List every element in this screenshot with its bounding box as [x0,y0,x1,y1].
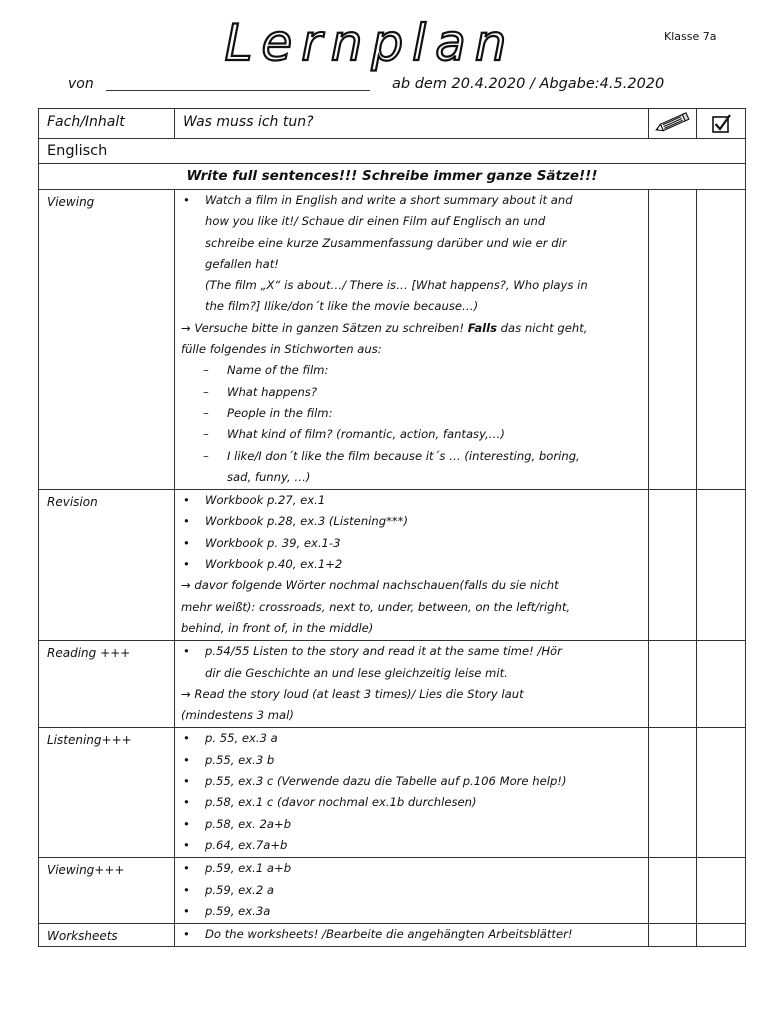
table-row [39,728,746,858]
header-subject: Fach/Inhalt [39,109,175,139]
name-blank-line [106,90,370,91]
subject-cell: Englisch [39,139,746,164]
progress-cell[interactable] [649,641,697,728]
text-line: behind, in front of, in the middle) [181,620,374,635]
header-task: Was muss ich tun? [175,109,649,139]
task-category: Viewing [39,190,175,490]
dash-item: – People in the film: [181,403,642,424]
text-line: (mindestens 3 mal) [181,708,294,723]
dash-item: – What happens? [181,382,642,403]
bullet-item: • p. 55, ex.3 a [181,728,642,749]
progress-cell[interactable] [649,924,697,947]
dash-item: – I like/I don´t like the film because it´s … (interesting, boring, [181,446,642,467]
bullet-continuation: dir die Geschichte an und lese gleichzeitig leise mit. [205,665,508,680]
task-category: Listening+++ [39,728,175,858]
done-check-cell[interactable] [697,924,746,947]
task-description [175,924,649,947]
bullet-item: • p.55, ex.3 c (Verwende dazu die Tabelle auf p.106 More help!) [181,771,642,792]
task-description [175,190,649,490]
header-check-cell [697,109,746,139]
task-description [175,728,649,858]
table-header-row [39,109,746,139]
bullet-item: • p.59, ex.1 a+b [181,858,642,879]
bullet-item: • Do the worksheets! /Bearbeite die angehängten Arbeitsblätter! [181,924,642,945]
bullet-continuation: (The film „X“ is about…/ There is… [What happens?, Who plays in [205,278,588,293]
title-outline-lettering [90,14,650,74]
bullet-item: • p.58, ex.1 c (davor nochmal ex.1b durchlesen) [181,792,642,813]
task-description [175,490,649,641]
table-row [39,490,746,641]
checkbox-checked-icon [710,112,732,134]
bullet-continuation: the film?] Ilike/don´t like the movie because…) [205,299,479,314]
dash-item: – Name of the film: [181,360,642,381]
bullet-item: • Workbook p.27, ex.1 [181,490,642,511]
task-description [175,858,649,924]
bullet-item: • p.58, ex. 2a+b [181,814,642,835]
bullet-item: • Workbook p.40, ex.1+2 [181,554,642,575]
progress-cell[interactable] [649,858,697,924]
pencil-icon [654,112,692,134]
lernplan-table [38,108,746,947]
task-category: Revision [39,490,175,641]
text-line: mehr weißt): crossroads, next to, under, between, on the left/right, [181,599,571,614]
page-title [90,14,650,74]
bullet-item: • p.54/55 Listen to the story and read it at the same time! /Hör [181,641,642,662]
text-line: → davor folgende Wörter nochmal nachschauen(falls du sie nicht [181,578,559,593]
done-check-cell[interactable] [697,728,746,858]
text-line: → Versuche bitte in ganzen Sätzen zu schreiben! Falls das nicht geht, [181,320,588,335]
task-category: Reading +++ [39,641,175,728]
instruction-cell: Write full sentences!!! Schreibe immer ganze Sätze!!! [39,164,746,190]
bullet-item: • Workbook p.28, ex.3 (Listening***) [181,511,642,532]
title-text: Lernplan [224,14,516,72]
table-row [39,858,746,924]
text-line: fülle folgendes in Stichworten aus: [181,342,382,357]
subject-row [39,139,746,164]
emphasis-text: Falls [467,320,497,335]
bullet-item: • p.64, ex.7a+b [181,835,642,856]
done-check-cell[interactable] [697,490,746,641]
von-label: von [68,76,94,92]
done-check-cell[interactable] [697,190,746,490]
bullet-item: • Watch a film in English and write a short summary about it and [181,190,642,211]
dash-continuation: sad, funny, …) [227,469,311,484]
done-check-cell[interactable] [697,641,746,728]
header-pencil-cell [649,109,697,139]
progress-cell[interactable] [649,490,697,641]
task-category: Viewing+++ [39,858,175,924]
progress-cell[interactable] [649,190,697,490]
bullet-item: • p.55, ex.3 b [181,750,642,771]
progress-cell[interactable] [649,728,697,858]
bullet-continuation: how you like it!/ Schaue dir einen Film auf Englisch an und [205,214,546,229]
task-description [175,641,649,728]
table-row [39,641,746,728]
text-line: → Read the story loud (at least 3 times)/ Lies die Story laut [181,686,524,701]
task-category: Worksheets [39,924,175,947]
bullet-continuation: gefallen hat! [205,256,279,271]
bullet-continuation: schreibe eine kurze Zusammenfassung darüber und wie er dir [205,235,567,250]
bullet-item: • p.59, ex.2 a [181,880,642,901]
instruction-row [39,164,746,190]
table-row [39,190,746,490]
bullet-item: • p.59, ex.3a [181,901,642,922]
date-range: ab dem 20.4.2020 / Abgabe:4.5.2020 [392,76,665,92]
task-rows [39,190,746,947]
dash-item: – What kind of film? (romantic, action, fantasy,…) [181,424,642,445]
name-row [68,74,708,96]
table-row [39,924,746,947]
class-label: Klasse 7a [664,30,717,43]
done-check-cell[interactable] [697,858,746,924]
bullet-item: • Workbook p. 39, ex.1-3 [181,533,642,554]
